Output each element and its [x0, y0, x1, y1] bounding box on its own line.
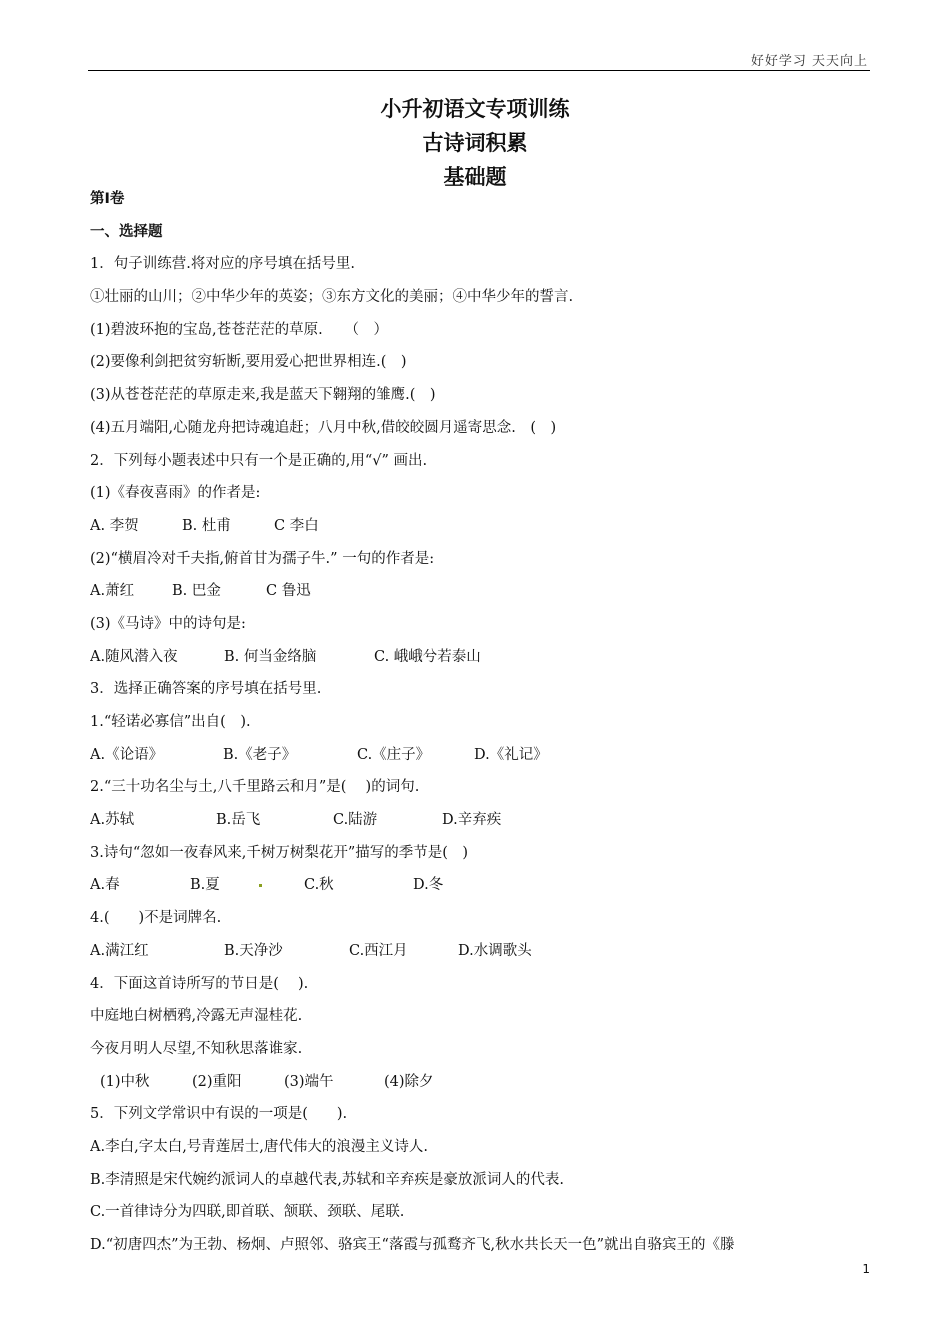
- volume-label: 第Ⅰ卷: [90, 191, 125, 207]
- option: C 鲁迅: [266, 583, 311, 600]
- question-1-item-1: (1)碧波环抱的宝岛,苍苍茫茫的草原. （ ）: [90, 321, 389, 338]
- sub-title: 古诗词积累: [422, 131, 528, 155]
- option: A.满江红: [90, 942, 149, 959]
- question-2-sub-3-options: [90, 641, 875, 674]
- option: B. 杜甫: [182, 517, 231, 534]
- option: C. 峨峨兮若泰山: [374, 648, 481, 665]
- header-motto: 好好学习 天天向上: [750, 54, 868, 69]
- question-2-sub-1-options: [90, 510, 875, 543]
- question-3-sub-4: 4.( )不是词牌名.: [90, 910, 222, 927]
- header-divider: [88, 70, 870, 71]
- option: (1)中秋: [100, 1073, 150, 1090]
- option: (2)重阳: [192, 1073, 242, 1090]
- option: (3)端午: [284, 1073, 334, 1090]
- question-1-item-3: (3)从苍苍茫茫的草原走来,我是蓝天下翱翔的雏鹰.( ): [90, 387, 436, 404]
- question-4-options: [90, 1066, 875, 1099]
- option: D.冬: [413, 877, 444, 894]
- question-2-sub-2-options: [90, 575, 875, 608]
- stray-mark: [259, 884, 262, 887]
- option: B.天净沙: [224, 942, 283, 959]
- question-5: 5．下列文学常识中有误的一项是( ).: [90, 1106, 348, 1123]
- option: A.随风潜入夜: [90, 648, 178, 665]
- question-1-item-4: (4)五月端阳,心随龙舟把诗魂追赶；八月中秋,借皎皎圆月遥寄思念. ( ): [90, 419, 557, 436]
- question-3-sub-2-options: [90, 804, 875, 837]
- question-1-options: ①壮丽的山川；②中华少年的英姿；③东方文化的美丽；④中华少年的誓言.: [90, 289, 574, 306]
- option: C.陆游: [333, 812, 378, 829]
- question-3-sub-1-options: [90, 739, 875, 772]
- question-4: 4．下面这首诗所写的节日是( ).: [90, 975, 309, 992]
- question-3-sub-3-options: [90, 869, 875, 902]
- question-5-option-d: D.“初唐四杰”为王勃、杨炯、卢照邻、骆宾王“落霞与孤鹜齐飞,秋水共长天一色”就出自骆宾王的《滕: [90, 1237, 735, 1253]
- question-3-sub-4-options: [90, 935, 875, 968]
- option: D.辛弃疾: [442, 812, 502, 829]
- question-5-option-c: C.一首律诗分为四联,即首联、颔联、颈联、尾联.: [90, 1204, 405, 1221]
- option: C 李白: [274, 517, 319, 534]
- option: (4)除夕: [384, 1073, 434, 1090]
- question-3-sub-3: 3.诗句“忽如一夜春风来,千树万树梨花开”描写的季节是( ): [90, 844, 469, 861]
- option: A.萧红: [90, 583, 135, 600]
- question-1: 1．句子训练营.将对应的序号填在括号里.: [90, 256, 355, 273]
- level-title: 基础题: [443, 165, 507, 189]
- main-title: 小升初语文专项训练: [380, 97, 570, 121]
- option: D.《礼记》: [474, 746, 548, 763]
- option: B.夏: [190, 877, 220, 894]
- option: B.岳飞: [216, 812, 261, 829]
- option: C.《庄子》: [357, 746, 431, 763]
- option: A.苏轼: [90, 812, 135, 829]
- option: A.《论语》: [90, 746, 164, 763]
- question-3: 3．选择正确答案的序号填在括号里.: [90, 681, 322, 698]
- option: A.春: [90, 877, 120, 894]
- question-1-item-2: (2)要像利剑把贫穷斩断,要用爱心把世界相连.( ): [90, 354, 407, 371]
- question-5-option-b: B.李清照是宋代婉约派词人的卓越代表,苏轼和辛弃疾是豪放派词人的代表.: [90, 1171, 564, 1188]
- option: A. 李贺: [90, 517, 139, 534]
- title-block: [0, 92, 950, 194]
- poem-line-2: 今夜月明人尽望,不知秋思落谁家.: [90, 1040, 303, 1057]
- option: D.水调歌头: [458, 942, 532, 959]
- question-2-sub-2: (2)“横眉冷对千夫指,俯首甘为孺子牛.” 一句的作者是:: [90, 550, 435, 567]
- option: C.西江月: [349, 942, 408, 959]
- option: B. 何当金络脑: [224, 648, 317, 665]
- option: B. 巴金: [172, 583, 221, 600]
- question-3-sub-1: 1.“轻诺必寡信”出自( ).: [90, 714, 251, 730]
- question-2-sub-1: (1)《春夜喜雨》的作者是:: [90, 485, 261, 502]
- option: C.秋: [304, 877, 334, 894]
- document-body: [90, 183, 875, 1262]
- question-2-sub-3: (3)《马诗》中的诗句是:: [90, 615, 246, 632]
- poem-line-1: 中庭地白树栖鸦,冷露无声湿桂花.: [90, 1008, 303, 1025]
- page-number: 1: [862, 1262, 870, 1276]
- question-3-sub-2: 2.“三十功名尘与土,八千里路云和月”是( )的词句.: [90, 779, 420, 796]
- option: B.《老子》: [223, 746, 297, 763]
- section-heading: 一、选择题: [90, 223, 163, 240]
- question-2: 2．下列每小题表述中只有一个是正确的,用“√” 画出.: [90, 452, 428, 469]
- question-5-option-a: A.李白,字太白,号青莲居士,唐代伟大的浪漫主义诗人.: [90, 1138, 429, 1155]
